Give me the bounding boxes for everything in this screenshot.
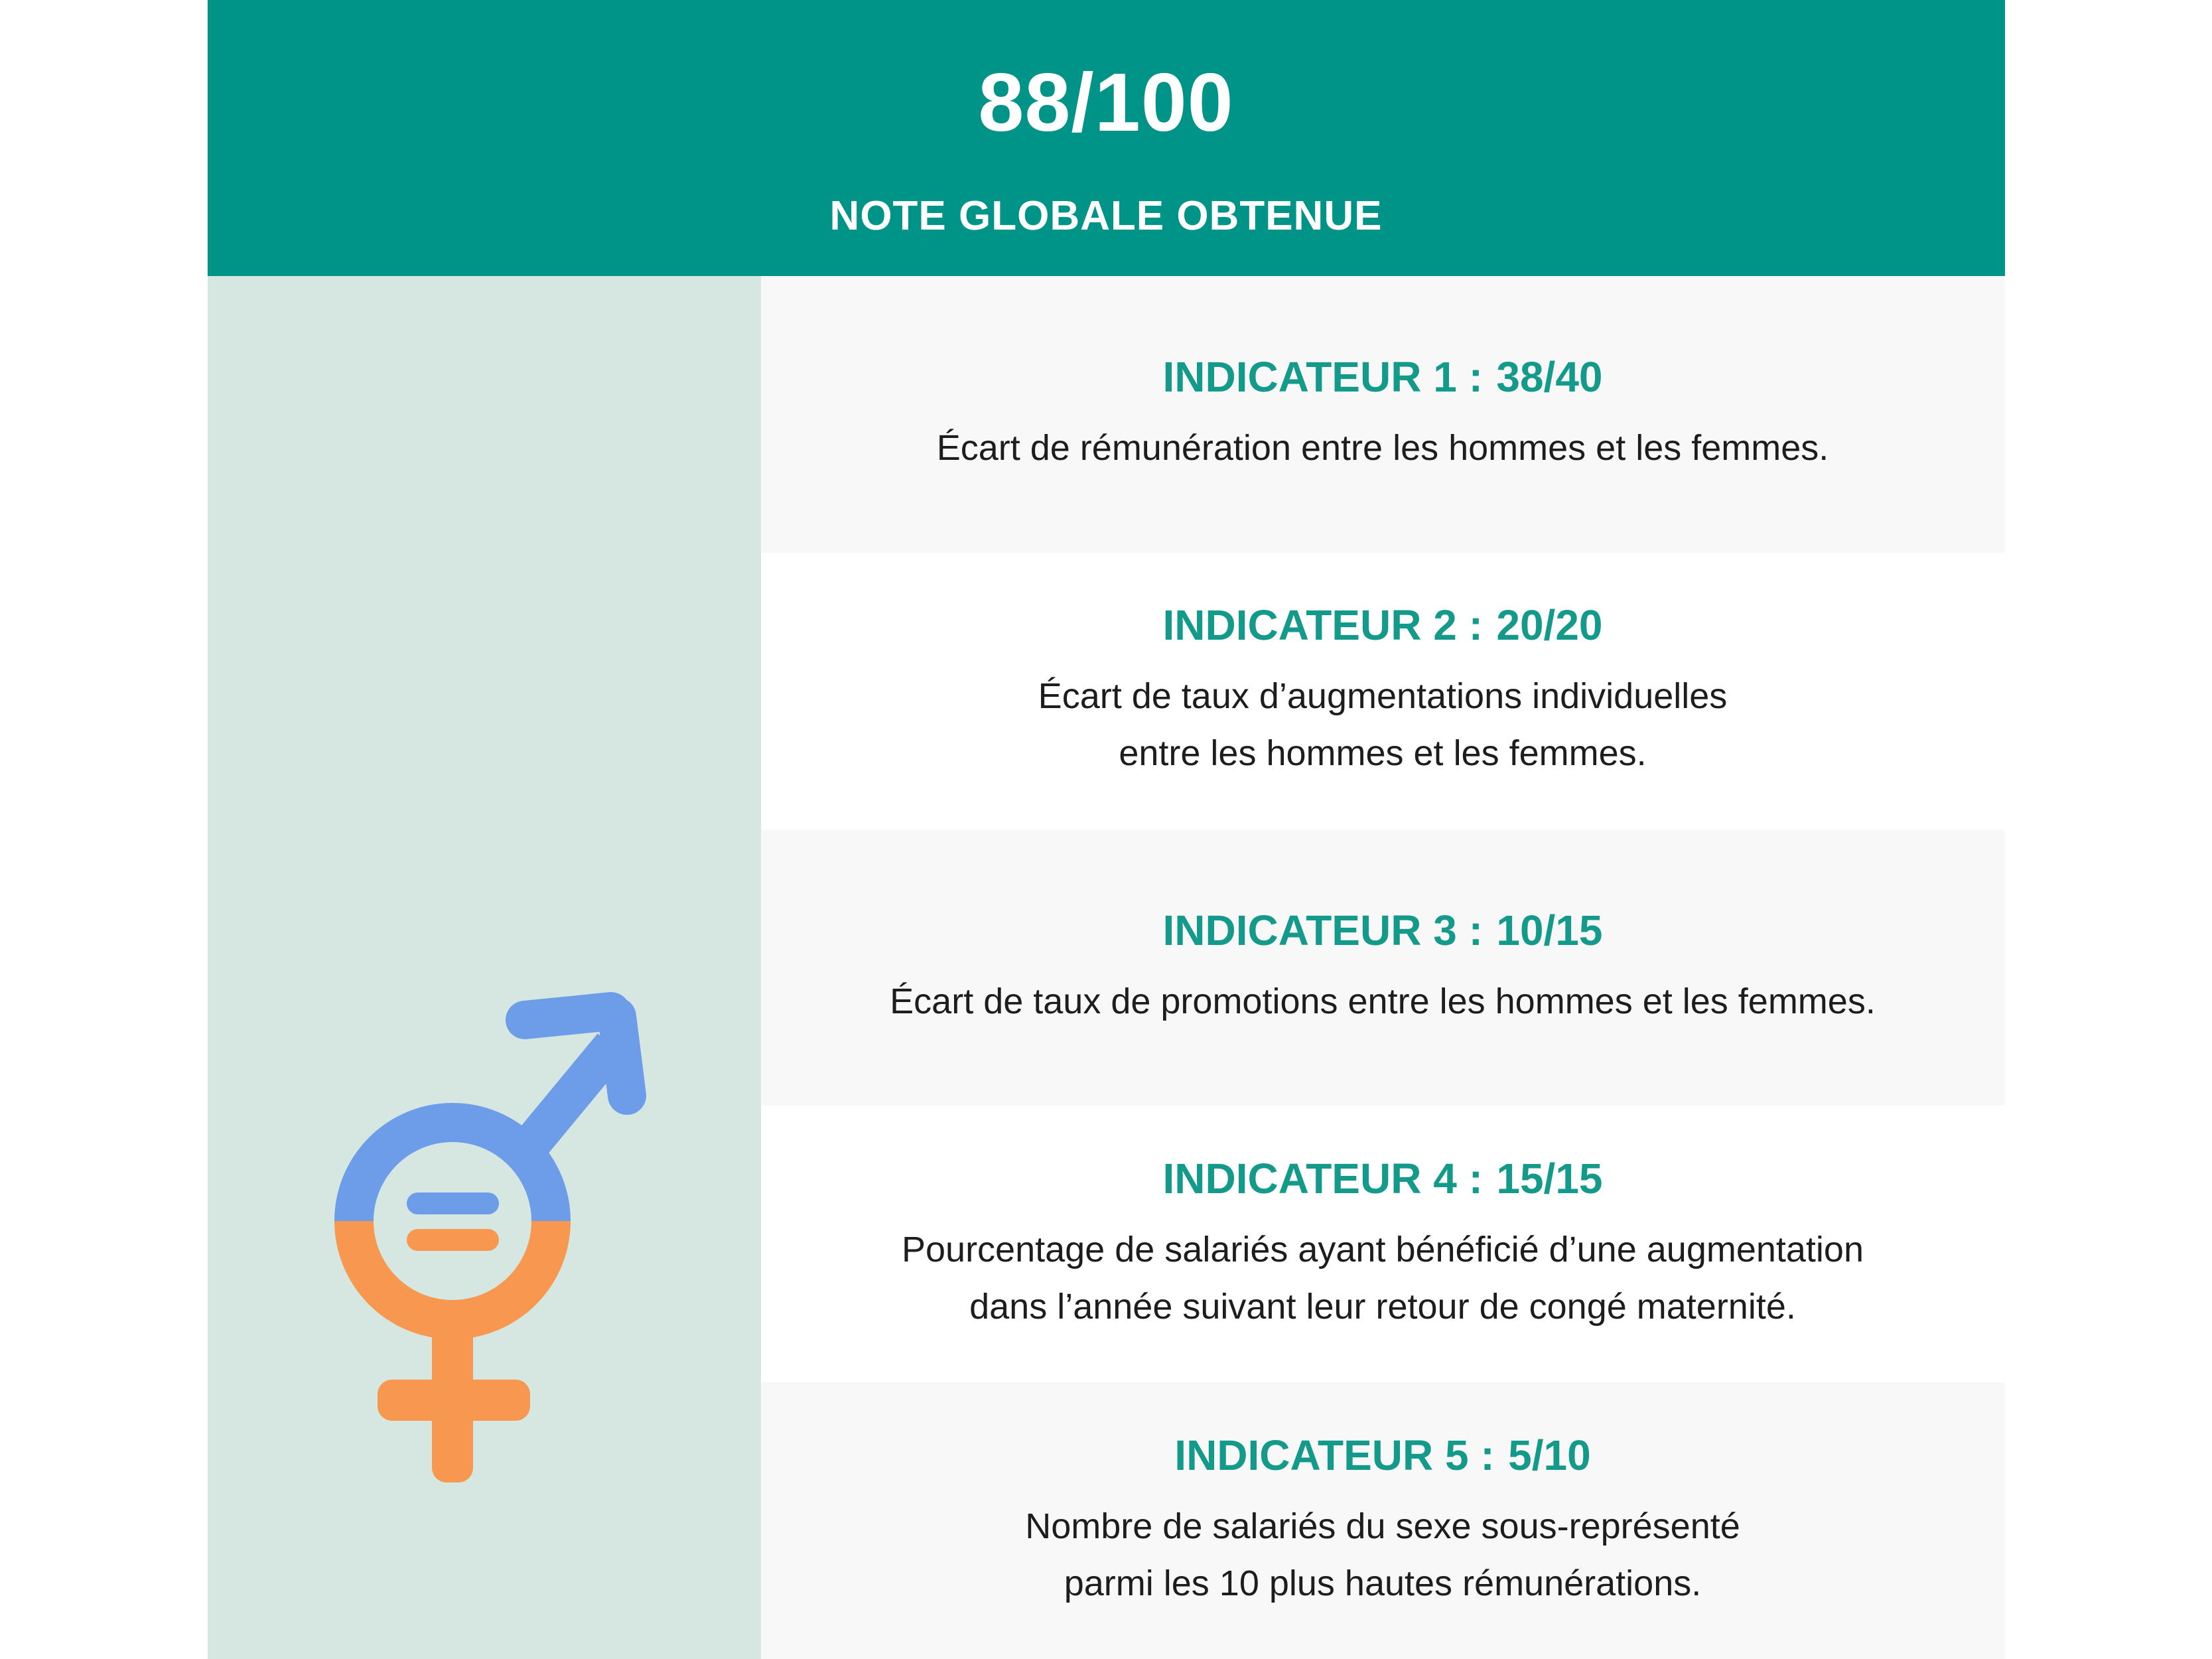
indicator-score: 20/20 xyxy=(1496,601,1603,650)
indicator-4-title xyxy=(1163,1153,1603,1204)
indicator-score: 15/15 xyxy=(1496,1154,1603,1202)
indicator-4-description: Pourcentage de salariés ayant bénéficié d’une augmentation dans l’année suivant leur retour de congé maternité. xyxy=(901,1229,1864,1327)
indicator-5-description: Nombre de salariés du sexe sous-représenté parmi les 10 plus hautes rémunérations. xyxy=(1025,1506,1740,1603)
indicator-list xyxy=(761,276,2005,1659)
indicator-label: INDICATEUR 3 : xyxy=(1162,906,1483,954)
equality-index-scorecard xyxy=(208,0,2005,1659)
indicator-score: 5/10 xyxy=(1508,1431,1591,1479)
indicator-score: 38/40 xyxy=(1496,353,1603,401)
indicator-2-title xyxy=(1163,600,1603,650)
indicator-section-3 xyxy=(761,830,2005,1106)
indicator-label: INDICATEUR 2 : xyxy=(1162,601,1483,650)
indicator-score: 10/15 xyxy=(1496,906,1603,954)
indicator-label: INDICATEUR 5 : xyxy=(1174,1431,1495,1479)
indicator-label: INDICATEUR 1 : xyxy=(1162,353,1483,401)
male-arrowhead-right-bar xyxy=(617,1017,627,1096)
icon-sidebar xyxy=(208,276,761,1659)
indicator-1-description: Écart de rémunération entre les hommes et les femmes. xyxy=(936,428,1829,469)
indicator-2-description: Écart de taux d’augmentations individuelles entre les hommes et les femmes. xyxy=(1038,676,1728,774)
indicator-section-5 xyxy=(761,1382,2005,1659)
global-score-label: NOTE GLOBALE OBTENUE xyxy=(829,193,1383,239)
indicator-section-4 xyxy=(761,1106,2005,1382)
male-arrow-shaft xyxy=(523,1046,612,1153)
equals-bottom-bar xyxy=(407,1229,499,1251)
indicator-section-1 xyxy=(761,276,2005,553)
global-score: 88/100 xyxy=(978,57,1234,149)
indicator-5-title xyxy=(1174,1430,1590,1480)
indicator-section-2 xyxy=(761,553,2005,830)
content-area xyxy=(208,276,2005,1659)
equals-top-bar xyxy=(407,1192,499,1214)
indicator-label: INDICATEUR 4 : xyxy=(1162,1154,1483,1202)
indicator-3-description: Écart de taux de promotions entre les hommes et les femmes. xyxy=(890,981,1876,1021)
indicator-1-title xyxy=(1163,352,1603,402)
gender-equality-icon xyxy=(266,979,664,1510)
female-cross-bar xyxy=(378,1380,530,1421)
global-score-banner xyxy=(208,0,2005,276)
indicator-3-title xyxy=(1163,905,1603,956)
